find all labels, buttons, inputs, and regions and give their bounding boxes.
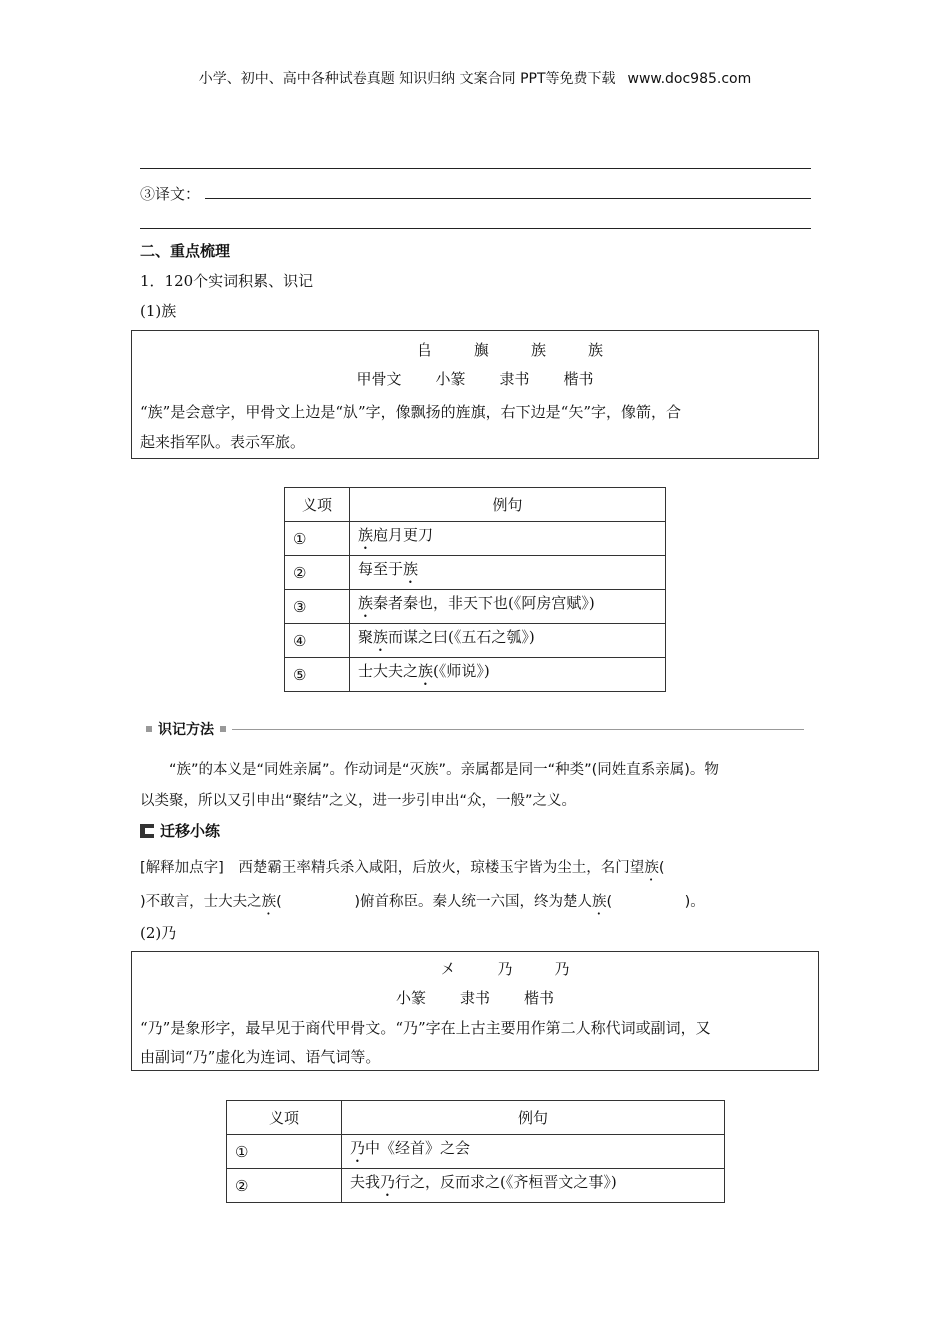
method-title: 识记方法	[158, 722, 214, 738]
example	[350, 590, 666, 624]
col-header: 义项	[285, 488, 350, 522]
example	[350, 658, 666, 692]
text: 每至于	[358, 560, 404, 578]
script-label: 小篆	[435, 370, 466, 388]
zu-meaning-table	[284, 487, 666, 692]
script-label: 小篆	[395, 989, 426, 1007]
dotted-char: 族	[373, 628, 389, 646]
method-line: “族”的本义是“同姓亲属”。作动词是“灭族”。亲属都是同一“种类”(同姓直系亲属)。物	[169, 762, 719, 778]
text: )不敢言，士大夫之	[140, 894, 262, 910]
glyph-regular: 族	[588, 341, 604, 359]
dotted-char: 乃	[350, 1139, 366, 1157]
text: ( )。	[606, 894, 705, 910]
table-row	[285, 522, 666, 556]
glyph-regular: 乃	[554, 960, 570, 978]
text: 庖月更刀	[373, 526, 434, 544]
sense-number: ⑤	[285, 658, 350, 692]
answer-line	[205, 198, 811, 199]
glyph-seal: 旟	[473, 341, 489, 359]
text: 行之，反而求之(《齐桓晋文之事》)	[395, 1173, 617, 1191]
sense-number: ④	[285, 624, 350, 658]
table-row	[285, 658, 666, 692]
dotted-char: 族	[261, 894, 277, 910]
divider	[232, 729, 804, 730]
example	[350, 556, 666, 590]
script-label: 甲骨文	[356, 370, 402, 388]
text: 秦者秦也，非天下也(《阿房宫赋》)	[373, 594, 595, 612]
nai-etymology-box	[131, 951, 819, 1071]
script-row	[132, 987, 818, 1008]
header-url[interactable]: www.doc985.com	[627, 71, 752, 87]
text: ( )俯首称臣。秦人统一六国，终为楚人	[276, 894, 592, 910]
sense-number: ①	[227, 1135, 342, 1169]
zu-desc: 起来指军队。表示军旅。	[140, 433, 306, 451]
practice-text	[140, 851, 820, 919]
table-row	[285, 590, 666, 624]
dotted-char: 族	[358, 594, 374, 612]
glyph-clerical: 族	[531, 341, 547, 359]
dotted-char: 族	[418, 662, 434, 680]
script-row	[132, 368, 818, 389]
header-text: 小学、初中、高中各种试卷真题 知识归纳 文案合同 PPT等免费下载	[198, 71, 616, 87]
nai-label: (2)乃	[140, 924, 177, 942]
text: [解释加点字] 西楚霸王率精兵杀入咸阳，后放火，琼楼玉宇皆为尘土，名门望	[140, 860, 645, 876]
practice-title: 迁移小练	[160, 822, 221, 840]
answer-line	[140, 168, 811, 169]
text: (《师说》)	[433, 662, 490, 680]
dotted-char: 乃	[380, 1173, 396, 1191]
table-row	[285, 624, 666, 658]
square-bullet-icon	[146, 726, 152, 732]
dotted-char: 族	[591, 894, 607, 910]
subsection-title: 1．120个实词积累、识记	[140, 272, 314, 290]
example	[342, 1169, 725, 1203]
page-header	[0, 68, 950, 88]
script-label: 楷书	[563, 370, 594, 388]
glyph-clerical: 乃	[497, 960, 513, 978]
zu-etymology-box	[131, 330, 819, 459]
zu-desc: “族”是会意字，甲骨文上边是“㫃”字，像飘扬的旌旗，右下边是“矢”字，像箭，合	[140, 403, 682, 421]
text: 聚	[358, 628, 374, 646]
sense-number: ②	[285, 556, 350, 590]
text: (	[658, 860, 665, 876]
practice-heading	[140, 820, 220, 841]
script-label: 隶书	[459, 989, 490, 1007]
method-text	[140, 755, 820, 817]
method-line: 以类聚，所以又引申出“聚结”之义，进一步引申出“众，一般”之义。	[140, 793, 577, 809]
sense-number: ②	[227, 1169, 342, 1203]
col-header: 例句	[350, 488, 666, 522]
sense-number: ①	[285, 522, 350, 556]
example	[342, 1135, 725, 1169]
dotted-char: 族	[403, 560, 419, 578]
text: 士大夫之	[358, 662, 419, 680]
table-row	[285, 556, 666, 590]
glyph-oracle: 𠂤	[416, 341, 432, 359]
script-label: 楷书	[524, 989, 555, 1007]
dotted-char: 族	[358, 526, 374, 544]
nai-meaning-table	[226, 1100, 725, 1203]
glyph-row	[192, 958, 818, 979]
text: 中《经首》之会	[365, 1139, 471, 1157]
script-label: 隶书	[499, 370, 530, 388]
text: 而谋之曰(《五石之瓠》)	[388, 628, 535, 646]
example	[350, 624, 666, 658]
square-bullet-icon	[220, 726, 226, 732]
nai-desc: 由副词“乃”虚化为连词、语气词等。	[140, 1048, 381, 1066]
section-title: 二、重点梳理	[140, 242, 231, 260]
dotted-char: 族	[644, 860, 659, 876]
glyph-seal: 㐅	[440, 960, 456, 978]
translation-label: ③译文：	[140, 185, 201, 203]
answer-line	[140, 228, 811, 229]
practice-icon	[140, 824, 154, 838]
col-header: 义项	[227, 1101, 342, 1135]
col-header: 例句	[342, 1101, 725, 1135]
glyph-row	[202, 339, 818, 360]
table-row	[227, 1135, 725, 1169]
example	[350, 522, 666, 556]
method-heading	[140, 719, 804, 739]
zu-label: (1)族	[140, 302, 177, 320]
sense-number: ③	[285, 590, 350, 624]
text: 夫我	[350, 1173, 381, 1191]
table-row	[227, 1169, 725, 1203]
nai-desc: “乃”是象形字，最早见于商代甲骨文。“乃”字在上古主要用作第二人称代词或副词，又	[140, 1019, 711, 1037]
